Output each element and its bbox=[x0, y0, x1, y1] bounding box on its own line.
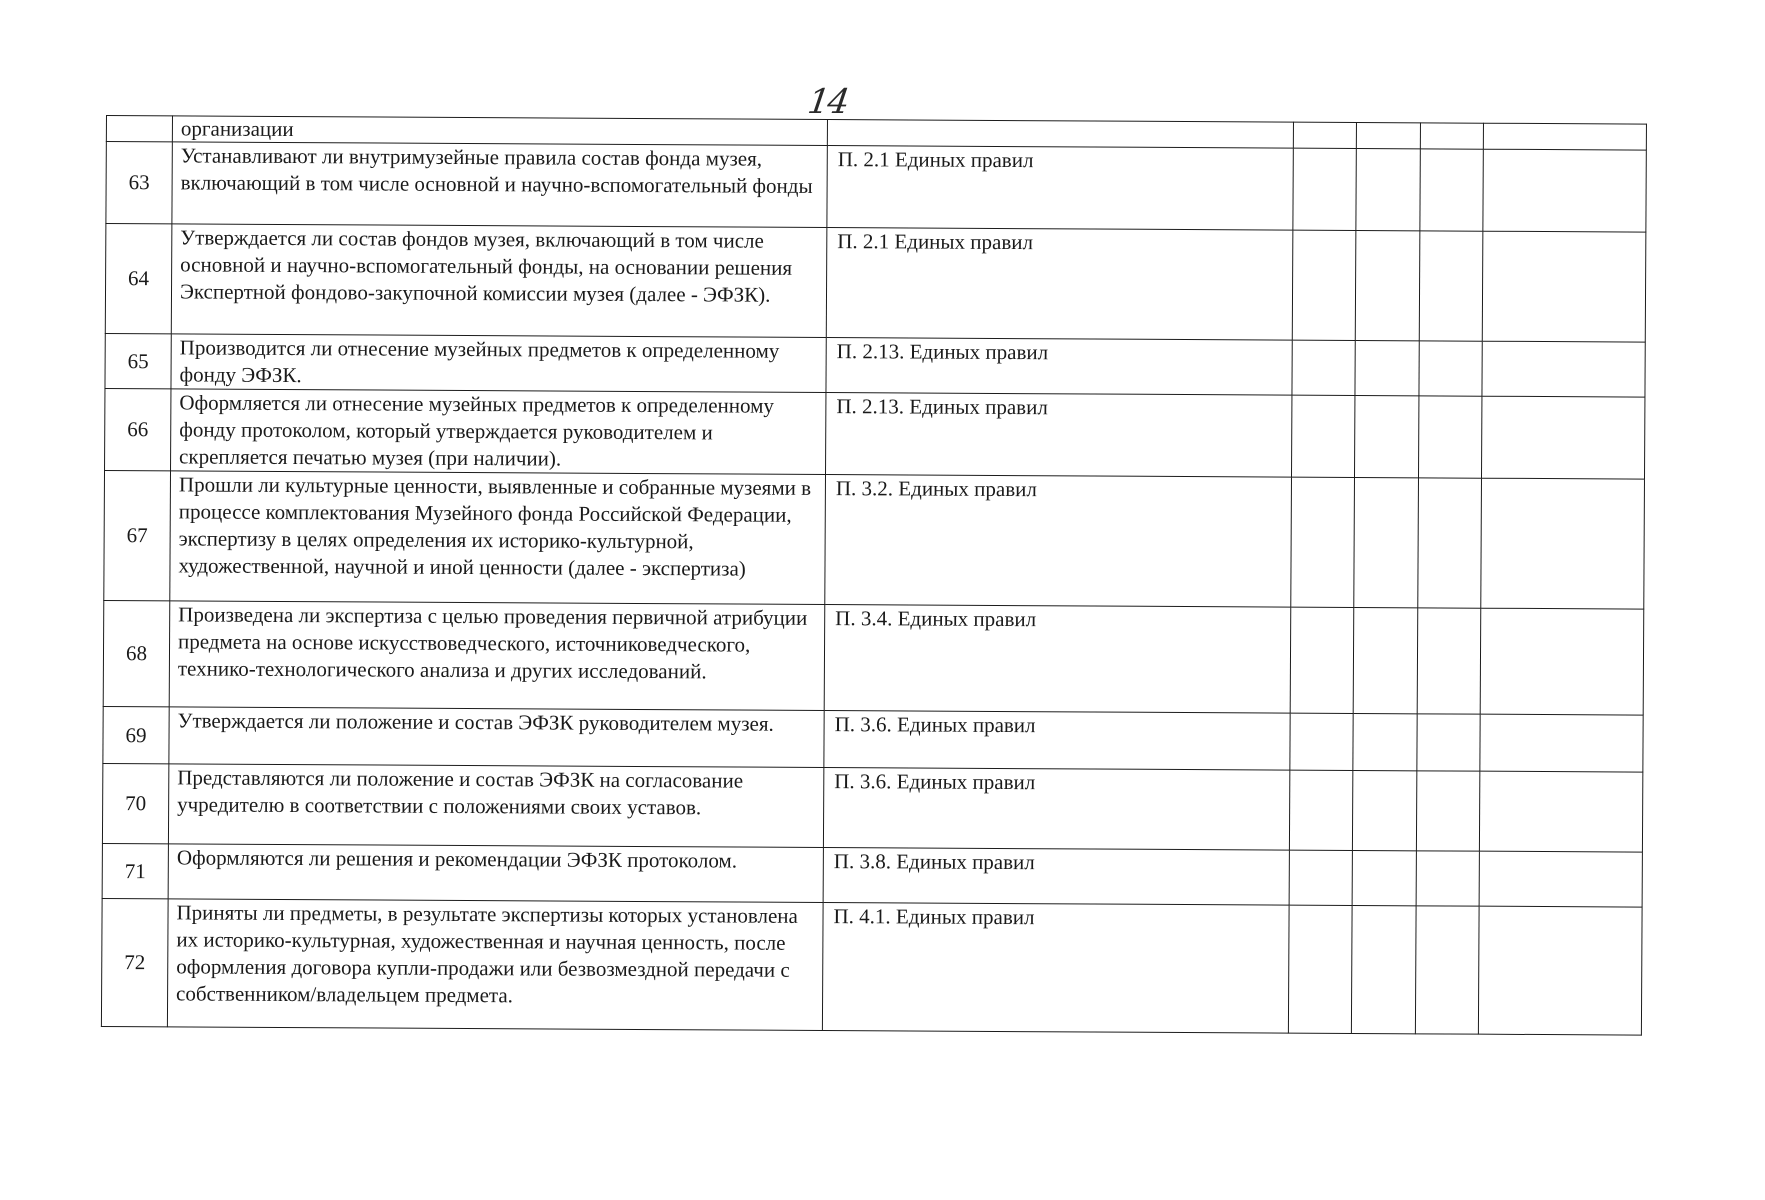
mark-no-cell bbox=[1356, 148, 1420, 230]
mark-yes-cell bbox=[1289, 770, 1352, 850]
row-number: 71 bbox=[102, 843, 168, 898]
row-number: 65 bbox=[105, 333, 171, 388]
mark-na-cell bbox=[1416, 851, 1479, 906]
mark-yes-cell bbox=[1291, 395, 1354, 477]
mark-yes-cell bbox=[1290, 713, 1353, 770]
question-cell: Оформляются ли решения и рекомендации ЭФЗК протоколом. bbox=[168, 844, 823, 903]
note-cell bbox=[1483, 123, 1646, 150]
mark-no-cell bbox=[1353, 607, 1418, 713]
note-cell bbox=[1481, 396, 1644, 479]
reference-cell: П. 2.1 Единых правил bbox=[827, 146, 1293, 231]
question-cell: Прошли ли культурные ценности, выявленные и собранные музеями в процессе комплектования Музейного фонда Российской Федерации, экспертизу в целях определения их историко-культурной, художественной, научной и иной ценности (далее - экспертиза) bbox=[170, 471, 826, 605]
reference-cell: П. 3.2. Единых правил bbox=[825, 475, 1292, 608]
row-number bbox=[106, 116, 172, 142]
note-cell bbox=[1478, 906, 1642, 1035]
question-cell: Устанавливают ли внутримузейные правила состав фонда музея, включающий в том числе основной и научно-вспомогательный фонды bbox=[172, 142, 827, 228]
mark-na-cell bbox=[1416, 771, 1479, 851]
table-body bbox=[101, 116, 1646, 1036]
mark-yes-cell bbox=[1292, 340, 1355, 395]
table-row bbox=[103, 600, 1644, 715]
question-cell: Утверждается ли положение и состав ЭФЗК руководителем музея. bbox=[169, 707, 824, 768]
mark-yes-cell bbox=[1293, 122, 1356, 148]
table-row bbox=[102, 843, 1642, 907]
table-row bbox=[102, 763, 1642, 852]
reference-cell: П. 2.13. Единых правил bbox=[826, 393, 1292, 478]
mark-no-cell bbox=[1353, 713, 1417, 770]
reference-cell: П. 2.1 Единых правил bbox=[826, 228, 1293, 341]
row-number: 72 bbox=[101, 898, 168, 1026]
table-row bbox=[105, 388, 1645, 479]
mark-na-cell bbox=[1419, 341, 1482, 396]
row-number: 67 bbox=[104, 470, 171, 600]
mark-no-cell bbox=[1351, 905, 1416, 1033]
reference-cell: П. 3.4. Единых правил bbox=[824, 605, 1291, 714]
note-cell bbox=[1481, 478, 1645, 609]
row-number: 68 bbox=[103, 600, 170, 706]
mark-na-cell bbox=[1418, 396, 1481, 478]
mark-no-cell bbox=[1355, 340, 1419, 395]
checklist-table bbox=[101, 115, 1647, 1036]
table-row bbox=[103, 706, 1643, 772]
note-cell bbox=[1479, 851, 1642, 907]
reference-cell: П. 3.6. Единых правил bbox=[824, 711, 1290, 771]
table-row bbox=[105, 333, 1645, 397]
note-cell bbox=[1480, 608, 1644, 715]
question-cell: Утверждается ли состав фондов музея, включающий в том числе основной и научно-вспомогательный фонды, на основании решения Экспертной фондово-закупочной комиссии музея (далее - ЭФЗК). bbox=[171, 224, 827, 338]
table-row bbox=[105, 224, 1646, 343]
reference-cell: П. 2.13. Единых правил bbox=[826, 338, 1292, 396]
note-cell bbox=[1482, 341, 1645, 397]
mark-no-cell bbox=[1354, 395, 1418, 477]
reference-cell: П. 3.6. Единых правил bbox=[823, 768, 1289, 851]
row-number: 70 bbox=[102, 763, 168, 843]
mark-no-cell bbox=[1355, 230, 1420, 340]
mark-yes-cell bbox=[1291, 477, 1355, 607]
question-cell: Представляются ли положение и состав ЭФЗК на согласование учредителю в соответствии с положениями своих уставов. bbox=[168, 764, 823, 848]
mark-na-cell bbox=[1417, 608, 1481, 714]
mark-no-cell bbox=[1352, 770, 1416, 850]
question-cell: Оформляется ли отнесение музейных предметов к определенному фонду протоколом, который утверждается руководителем и скрепляется печатью музея (при наличии). bbox=[171, 389, 826, 475]
table-row bbox=[101, 898, 1642, 1035]
row-number: 63 bbox=[106, 142, 172, 224]
reference-cell: П. 4.1. Единых правил bbox=[822, 903, 1289, 1034]
note-cell bbox=[1480, 714, 1643, 772]
mark-yes-cell bbox=[1293, 148, 1356, 230]
mark-no-cell bbox=[1352, 850, 1416, 905]
page-number: 14 bbox=[805, 82, 851, 122]
mark-no-cell bbox=[1354, 477, 1419, 607]
question-cell: организации bbox=[172, 116, 827, 146]
mark-na-cell bbox=[1418, 478, 1482, 608]
mark-yes-cell bbox=[1292, 230, 1356, 340]
question-cell: Производится ли отнесение музейных предметов к определенному фонду ЭФЗК. bbox=[171, 334, 826, 393]
row-number: 64 bbox=[105, 224, 172, 334]
mark-yes-cell bbox=[1288, 905, 1352, 1033]
mark-yes-cell bbox=[1290, 607, 1354, 713]
mark-na-cell bbox=[1420, 149, 1483, 231]
reference-cell bbox=[827, 120, 1293, 149]
note-cell bbox=[1479, 771, 1642, 852]
row-number: 69 bbox=[103, 706, 169, 763]
table-row bbox=[104, 470, 1645, 609]
question-cell: Произведена ли экспертиза с целью проведения первичной атрибуции предмета на основе искусствоведческого, источниковедческого, технико-технологического анализа и других исследований. bbox=[169, 601, 825, 711]
mark-no-cell bbox=[1356, 122, 1420, 148]
mark-na-cell bbox=[1420, 123, 1483, 149]
table-row bbox=[106, 142, 1646, 233]
mark-na-cell bbox=[1417, 714, 1480, 771]
mark-na-cell bbox=[1415, 906, 1479, 1034]
question-cell: Приняты ли предметы, в результате экспертизы которых установлена их историко-культурная, художественная и научная ценность, после оформления договора купли-продажи или безвозмездной передачи с собственником/владельцем предмета. bbox=[167, 899, 823, 1031]
reference-cell: П. 3.8. Единых правил bbox=[823, 848, 1289, 906]
mark-na-cell bbox=[1419, 231, 1483, 341]
note-cell bbox=[1482, 231, 1646, 342]
mark-yes-cell bbox=[1289, 850, 1352, 905]
note-cell bbox=[1483, 149, 1646, 232]
row-number: 66 bbox=[105, 388, 171, 470]
checklist-sheet bbox=[101, 115, 1646, 1036]
